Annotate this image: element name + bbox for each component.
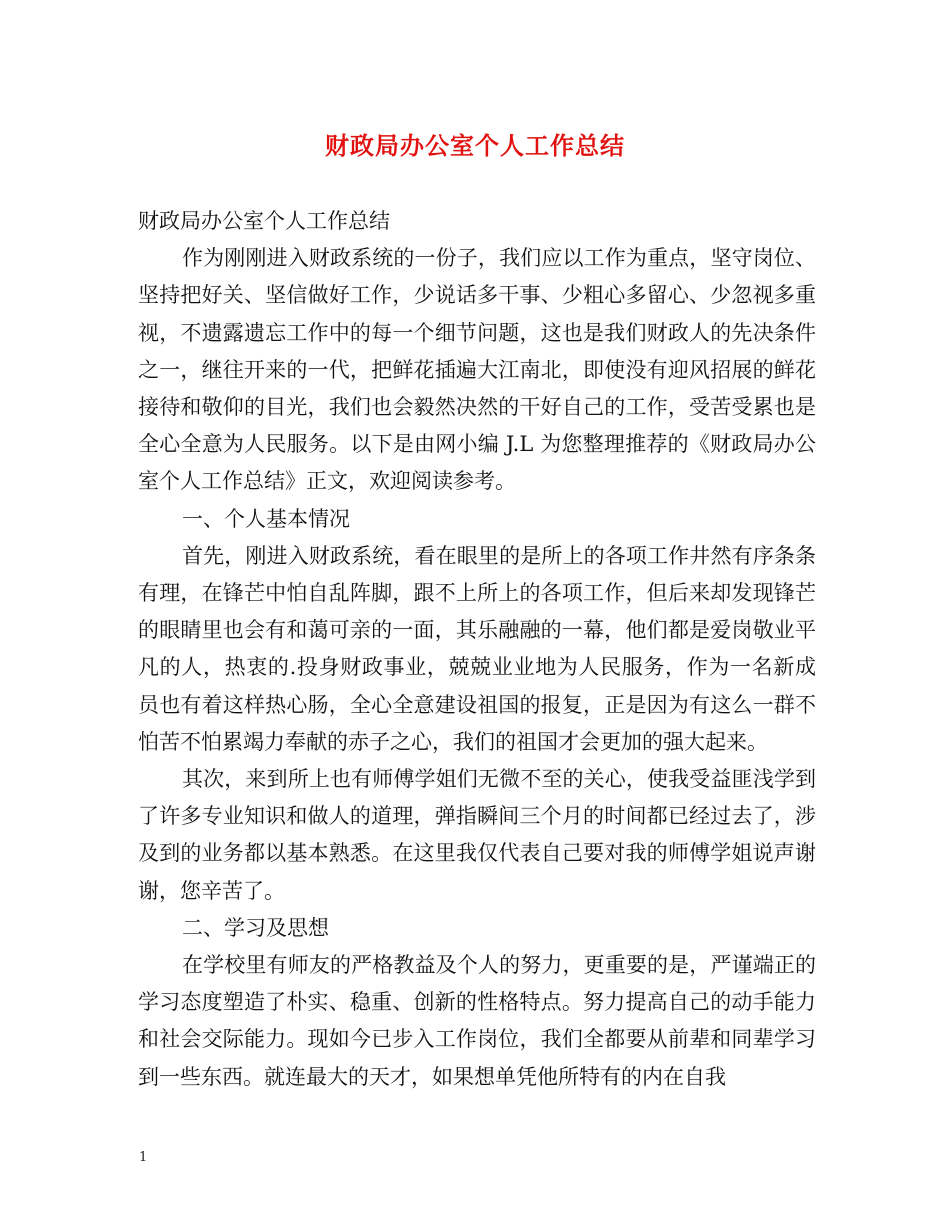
section-heading-basic-situation: 一、个人基本情况 xyxy=(182,506,350,531)
document-body xyxy=(138,203,816,1096)
document-title: 财政局办公室个人工作总结 xyxy=(325,132,625,160)
page-number: 1 xyxy=(139,1150,148,1165)
body-paragraph: 其次，来到所上也有师傅学姐们无微不至的关心，使我受益匪浅学到了许多专业知识和做人的道理，弹指瞬间三个月的时间都已经过去了，涉及到的业务都以基本熟悉。在这里我仅代表自己要对我的师傅学姐说声谢谢，您辛苦了。 xyxy=(138,767,816,903)
section-heading-study-thought: 二、学习及思想 xyxy=(182,915,329,940)
body-paragraph: 首先，刚进入财政系统，看在眼里的是所上的各项工作井然有序条条有理，在锋芒中怕自乱阵脚，跟不上所上的各项工作，但后来却发现锋芒的眼睛里也会有和蔼可亲的一面，其乐融融的一幕，他们都是爱岗敬业平凡的人，热衷的.投身财政事业，兢兢业业地为人民服务，作为一名新成员也有着这样热心肠，全心全意建设祖国的报复，正是因为有这么一群不怕苦不怕累竭力奉献的赤子之心，我们的祖国才会更加的强大起来。 xyxy=(138,543,816,754)
intro-paragraph: 作为刚刚进入财政系统的一份子，我们应以工作为重点，坚守岗位、坚持把好关、坚信做好工作，少说话多干事、少粗心多留心、少忽视多重视，不遗露遗忘工作中的每一个细节问题，这也是我们财政人的先决条件之一，继往开来的一代，把鲜花插遍大江南北，即使没有迎风招展的鲜花接待和敬仰的目光，我们也会毅然决然的干好自己的工作，受苦受累也是全心全意为人民服务。以下是由网小编 J.L 为您整理推荐的《财政局办公室个人工作总结》正文，欢迎阅读参考。 xyxy=(138,246,816,494)
subtitle-paragraph: 财政局办公室个人工作总结 xyxy=(138,209,390,233)
body-paragraph: 在学校里有师友的严格教益及个人的努力，更重要的是，严谨端正的学习态度塑造了朴实、稳重、创新的性格特点。努力提高自己的动手能力和社会交际能力。现如今已步入工作岗位，我们全都要从前辈和同辈学习到一些东西。就连最大的天才，如果想单凭他所特有的内在自我 xyxy=(138,953,816,1089)
